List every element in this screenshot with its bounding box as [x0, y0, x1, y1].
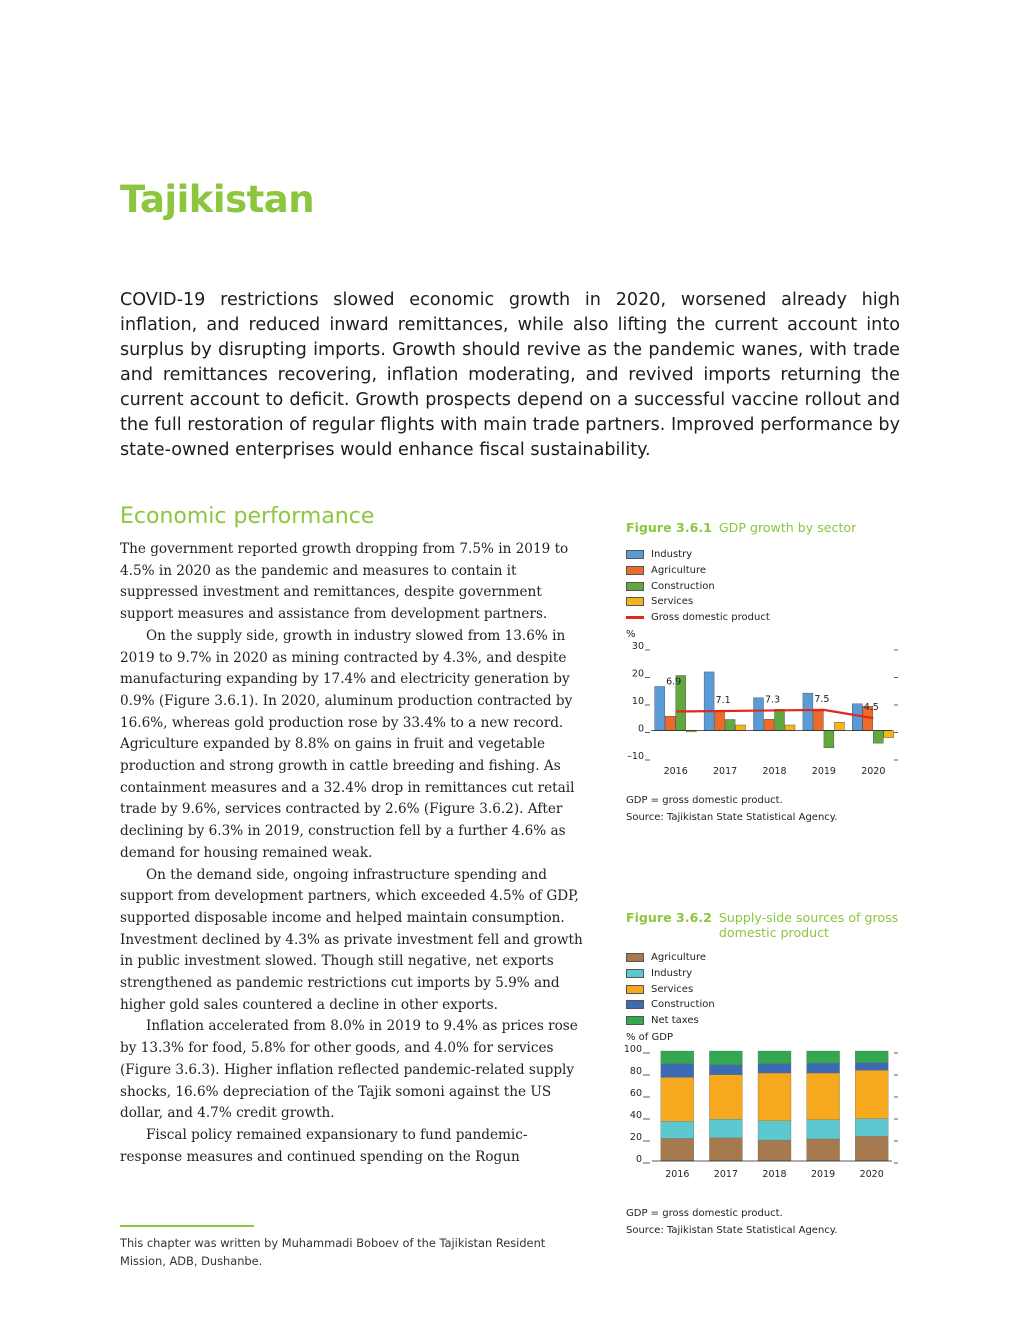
y-tick-label: 20 — [629, 1132, 642, 1144]
bar-segment-construction — [709, 1065, 742, 1075]
figure-2-note: GDP = gross domestic product. — [626, 1208, 783, 1220]
bar-segment-services — [855, 1071, 888, 1119]
bar-agriculture — [715, 712, 725, 731]
figure-2-unit: % of GDP — [626, 1032, 673, 1044]
figure-1-caption: GDP growth by sector — [718, 520, 857, 535]
bar-segment-services — [758, 1073, 791, 1121]
y-tick-label: 0 — [637, 723, 644, 735]
bar-segment-construction — [661, 1064, 694, 1078]
legend-swatch — [626, 582, 644, 591]
page-title: Tajikistan — [120, 178, 315, 221]
legend-item — [626, 997, 906, 1013]
x-tick-label: 2017 — [713, 1169, 738, 1181]
figure-2-source: Source: Tajikistan State Statistical Agency. — [626, 1225, 838, 1237]
legend-item — [626, 563, 906, 579]
figure-supply-side — [623, 910, 906, 1239]
bar-segment-agriculture — [758, 1141, 791, 1162]
legend-label: Agriculture — [651, 952, 706, 964]
x-tick-label: 2016 — [663, 766, 688, 778]
bar-construction — [824, 731, 834, 748]
x-tick-label: 2018 — [762, 766, 787, 778]
legend-swatch — [626, 550, 644, 559]
bar-segment-services — [661, 1078, 694, 1122]
legend-swatch — [626, 1016, 644, 1025]
bar-segment-construction — [855, 1063, 888, 1071]
x-tick-label: 2017 — [713, 766, 738, 778]
figure-2-number: Figure 3.6.2 — [626, 910, 712, 925]
y-tick-label: 10 — [631, 696, 644, 708]
legend-item — [626, 594, 906, 610]
bar-segment-agriculture — [661, 1139, 694, 1162]
bar-segment-agriculture — [855, 1137, 888, 1162]
bar-services — [736, 725, 746, 731]
bar-segment-net-taxes — [855, 1051, 888, 1063]
figure-gdp-growth — [626, 520, 906, 826]
gdp-data-label: 7.1 — [715, 695, 731, 707]
y-tick-label: 0 — [635, 1154, 642, 1166]
legend-item — [626, 1013, 906, 1029]
bar-construction — [873, 731, 883, 744]
legend-item — [626, 981, 906, 997]
bar-segment-industry — [709, 1120, 742, 1139]
bar-services — [785, 725, 795, 731]
body-text — [120, 539, 585, 1168]
gdp-data-label: 6.9 — [666, 676, 682, 688]
bar-segment-services — [709, 1075, 742, 1120]
bar-segment-industry — [855, 1119, 888, 1137]
legend-item — [626, 547, 906, 563]
supply-side-chart — [623, 1043, 906, 1205]
legend-label: Net taxes — [651, 1015, 699, 1027]
gdp-data-label: 7.5 — [814, 694, 830, 706]
figure-1-title — [626, 520, 906, 535]
bar-industry — [803, 694, 813, 731]
bar-construction — [725, 720, 735, 731]
legend-item — [626, 578, 906, 594]
bar-segment-net-taxes — [758, 1051, 791, 1064]
x-tick-label: 2020 — [859, 1169, 884, 1181]
y-tick-label: –10 — [627, 751, 644, 763]
bar-segment-construction — [807, 1064, 840, 1074]
bar-segment-agriculture — [807, 1139, 840, 1161]
figure-1-note: GDP = gross domestic product. — [626, 795, 783, 807]
legend-swatch — [626, 597, 644, 606]
legend-label: Gross domestic product — [651, 612, 770, 624]
bar-agriculture — [813, 711, 823, 731]
x-tick-label: 2016 — [665, 1169, 690, 1181]
body-paragraph-4: Inflation accelerated from 8.0% in 2019 to 9.4% as prices rose by 13.3% for food, 5.8% for other goods, and 4.0% for services (Figure 3.6.3). Higher inflation reflected pandemic-related supply shocks, 16.6% depreciation of the Tajik somoni against the US dollar, and 4.7% credit growth. — [120, 1018, 578, 1122]
bar-segment-net-taxes — [807, 1051, 840, 1063]
legend-swatch — [626, 985, 644, 994]
legend-label: Industry — [651, 549, 693, 561]
figure-1-number: Figure 3.6.1 — [626, 520, 712, 535]
gdp-data-label: 7.3 — [764, 694, 781, 706]
bar-segment-net-taxes — [661, 1051, 694, 1064]
bar-segment-net-taxes — [709, 1051, 742, 1065]
footnote: This chapter was written by Muhammadi Boboev of the Tajikistan Resident Mission, ADB, Dushanbe. — [120, 1236, 546, 1268]
x-tick-label: 2019 — [811, 1169, 836, 1181]
body-paragraph-3: On the demand side, ongoing infrastructure spending and support from development partners, which exceeded 4.5% of GDP, supported disposable income and helped maintain consumption. Investment declined by 4.3% as private investment fell and growth in public investment slowed. Though still negative, net exports strengthened as pandemic restrictions cut imports by 5.9% and higher gold sales countered a decline in other exports. — [120, 866, 583, 1013]
gdp-data-label: 4.5 — [863, 702, 879, 714]
figure-1-legend — [626, 547, 906, 625]
y-tick-label: 80 — [629, 1066, 642, 1078]
legend-label: Construction — [651, 999, 715, 1011]
y-tick-label: 60 — [629, 1088, 642, 1100]
bar-segment-industry — [661, 1122, 694, 1139]
legend-item — [626, 966, 906, 982]
figure-1-unit: % — [626, 629, 636, 641]
bar-agriculture — [665, 717, 675, 731]
bar-segment-agriculture — [709, 1138, 742, 1161]
bar-services — [884, 731, 894, 738]
legend-label: Industry — [651, 968, 693, 980]
bar-industry — [754, 698, 764, 731]
x-tick-label: 2019 — [811, 766, 836, 778]
x-tick-label: 2018 — [762, 1169, 787, 1181]
bar-industry — [704, 672, 714, 731]
bar-segment-services — [807, 1073, 840, 1120]
body-paragraph-5: Fiscal policy remained expansionary to fund pandemic-response measures and continued spending on the Rogun — [120, 1126, 528, 1165]
legend-swatch — [626, 566, 644, 575]
x-tick-label: 2020 — [861, 766, 886, 778]
legend-line-swatch — [626, 616, 644, 619]
legend-item — [626, 610, 906, 626]
legend-label: Services — [651, 983, 694, 995]
legend-swatch — [626, 969, 644, 978]
bar-agriculture — [764, 720, 774, 731]
legend-label: Construction — [651, 580, 715, 592]
figure-2-title — [626, 910, 906, 940]
footnote-divider — [120, 1225, 254, 1227]
bar-construction — [775, 710, 785, 731]
bar-segment-industry — [758, 1121, 791, 1140]
y-tick-label: 20 — [631, 668, 644, 680]
bar-industry — [655, 687, 665, 731]
y-tick-label: 100 — [623, 1044, 642, 1056]
intro-paragraph: COVID-19 restrictions slowed economic growth in 2020, worsened already high inflation, and reduced inward remittances, while also lifting the current account into surplus by disrupting imports. Growth should revive as the pandemic wanes, with trade and remittances recovering, inflation moderating, and revived imports returning the current account to deficit. Growth prospects depend on a successful vaccine rollout and the full restoration of regular flights with main trade partners. Improved performance by state-owned enterprises would enhance fiscal sustainability. — [120, 290, 900, 460]
section-title: Economic performance — [120, 504, 375, 529]
y-tick-label: 30 — [631, 641, 644, 653]
figure-2-legend — [626, 950, 906, 1028]
bar-industry — [852, 704, 862, 731]
bar-segment-industry — [807, 1120, 840, 1139]
figure-1-source: Source: Tajikistan State Statistical Agency. — [626, 812, 838, 824]
bar-segment-construction — [758, 1064, 791, 1073]
y-tick-label: 40 — [629, 1110, 642, 1122]
gdp-growth-chart — [626, 640, 906, 792]
figure-2-caption: Supply-side sources of gross domestic product — [718, 910, 899, 940]
body-paragraph-1: The government reported growth dropping from 7.5% in 2019 to 4.5% in 2020 as the pandemic and measures to contain it suppressed investment and remittances, despite government support measures and assistance from development partners. — [120, 541, 569, 623]
legend-item — [626, 950, 906, 966]
legend-label: Agriculture — [651, 565, 706, 577]
legend-swatch — [626, 953, 644, 962]
body-paragraph-2: On the supply side, growth in industry slowed from 13.6% in 2019 to 9.7% in 2020 as mining contracted by 4.3%, and despite manufacturing expanding by 17.4% and electricity generation by 0.9% (Figure 3.6.1). In 2020, aluminum production contracted by 16.6%, whereas gold production rose by 33.4% to a new record. Agriculture expanded by 8.8% on gains in fruit and vegetable production and strong growth in cattle breeding and fishing. As containment measures and a 32.4% drop in remittances cut retail trade by 9.6%, services contracted by 2.6% (Figure 3.6.2). After declining by 6.3% in 2019, construction fell by a further 4.6% as demand for housing remained weak. — [120, 627, 575, 861]
legend-label: Services — [651, 596, 694, 608]
bar-services — [834, 723, 844, 731]
legend-swatch — [626, 1000, 644, 1009]
